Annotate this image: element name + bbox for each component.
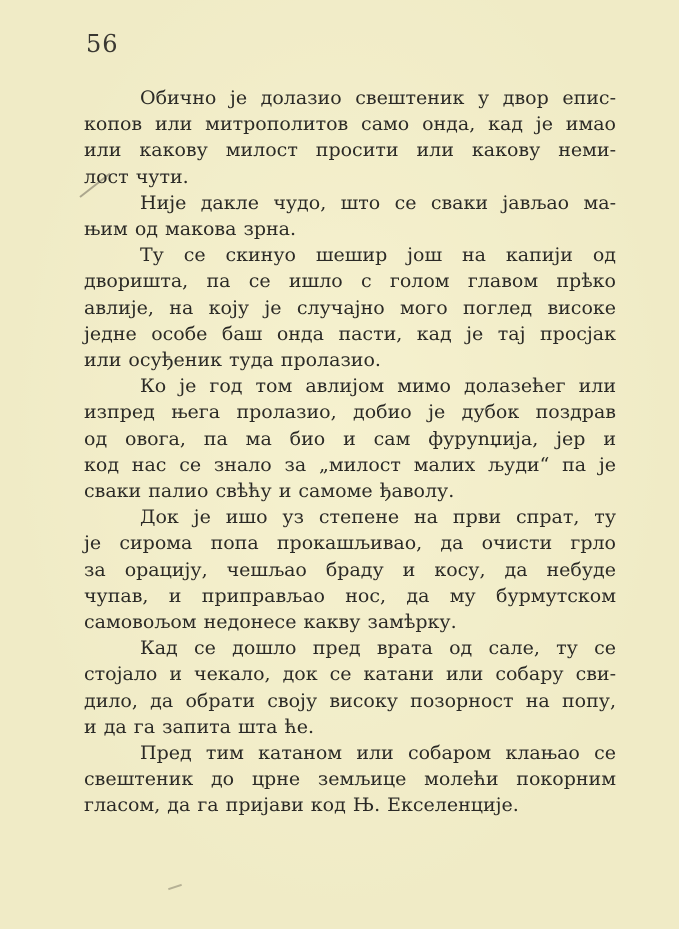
text-line: и да га запита шта ће. <box>84 715 315 738</box>
text-line: гласом, да га пријави код Њ. Екселенције. <box>84 794 519 817</box>
text-line: Ту се скинуо шешир још на капији од <box>140 244 616 267</box>
text-line: дворишта, па се ишло с голом главом прѣко <box>84 270 616 293</box>
paragraph <box>84 190 616 242</box>
text-line: је сирома попа прокашљивао, да очисти грло <box>84 532 616 555</box>
text-line: свештеник до црне земљице молећи покорним <box>84 768 616 791</box>
text-line: самовољом недонесе какву замѣрку. <box>84 611 457 634</box>
text-line: стојало и чекало, док се катани или собару сви- <box>84 663 616 686</box>
text-line: Обично је долазио свештеник у двор епис- <box>140 87 616 109</box>
text-line: код нас се знало за „милост малих људи“ па је <box>84 453 616 476</box>
paragraph <box>84 740 616 819</box>
paragraph <box>84 242 616 373</box>
paragraph <box>84 373 616 504</box>
text-line: Није дакле чудо, што се сваки јављао ма- <box>140 191 616 214</box>
paragraph <box>84 504 616 635</box>
text-line: или осуђеник туда пролазио. <box>84 349 381 372</box>
paper-speck <box>168 884 182 890</box>
paragraph <box>84 635 616 740</box>
paragraph <box>84 85 616 190</box>
text-line: њим од макова зрна. <box>84 218 297 241</box>
text-line: или какову милост просити или какову неми- <box>84 139 616 162</box>
body-text <box>84 85 616 819</box>
page-number: 56 <box>86 30 119 58</box>
text-line: Ко је год том авлијом мимо долазећег или <box>140 375 616 398</box>
text-line: Кад се дошло пред врата од сале, ту се <box>140 637 616 660</box>
text-line: авлије, на коју је случајно мого поглед високе <box>84 296 616 319</box>
text-line: Док је ишо уз степене на први спрат, ту <box>140 506 616 529</box>
text-line: Пред тим катаном или собаром клањао се <box>140 742 616 765</box>
text-line: лост чути. <box>84 165 189 188</box>
text-line: сваки палио свѣћу и самоме ђаволу. <box>84 480 455 503</box>
text-line: од овога, па ма био и сам фуруnџија, јер и <box>84 427 616 450</box>
text-line: чупав, и приправљао нос, да му бурмутском <box>84 584 616 607</box>
text-line: једне особе баш онда пасти, кад је тај просјак <box>84 322 616 345</box>
text-line: дило, да обрати своју високу позорност на попу, <box>84 689 616 712</box>
text-line: изпред њега пролазио, добио је дубок поздрав <box>84 401 616 424</box>
text-line: копов или митрополитов само онда, кад је имао <box>84 113 616 136</box>
text-line: за орацију, чешљао браду и косу, да небуде <box>84 558 616 581</box>
